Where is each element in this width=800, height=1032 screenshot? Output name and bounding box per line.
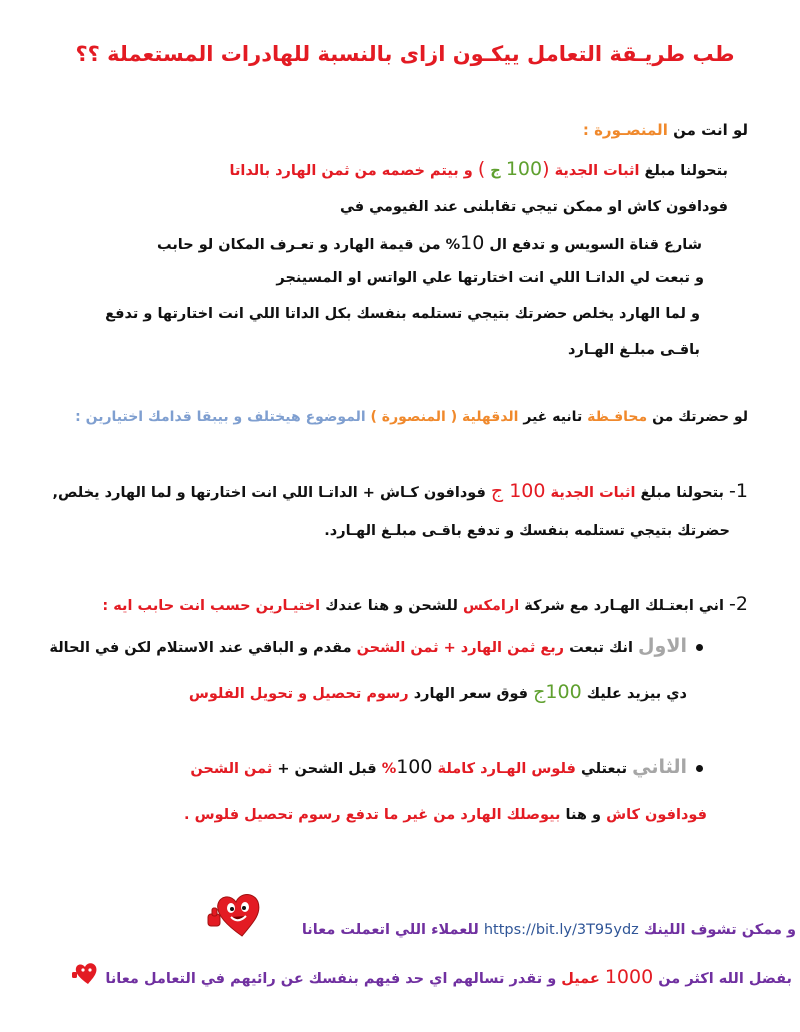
text-ask-them: و تقدر تسالهم اي حد فيهم بنفسك عن رائيهم في التعامل معانا — [105, 971, 557, 987]
customer-count: 1000 — [604, 966, 654, 988]
text-deposit: اثبات الجدية — [550, 485, 636, 501]
small-heart-icon — [70, 962, 100, 986]
amount-100: 100 — [545, 681, 582, 703]
mansoura-line-6: باقـى مبلـغ الهـارد — [568, 342, 700, 358]
option-1-line-2: حضرتك بتيجي تستلمه بنفسك و تدفع باقـى مبلـغ الهـارد. — [324, 523, 730, 539]
text-vodafone-cash: فودافون كاش — [606, 807, 707, 823]
currency: ج — [490, 163, 501, 179]
paren-open: ( — [542, 158, 550, 180]
text-dakahlia: الدقهلية ( المنصورة ) — [370, 409, 519, 425]
mansoura-line-2: فودافون كاش او ممكن تيجي تقابلنى عند الفيومي في — [339, 199, 728, 215]
text-governorate: محافـظة — [587, 409, 648, 425]
mansoura-line-1 — [230, 157, 729, 183]
text-adds: دي بيزيد عليك — [586, 686, 687, 702]
bullet — [696, 644, 703, 651]
percent-sign: % — [381, 761, 397, 777]
text-here: و هنا — [565, 807, 602, 823]
text-transfer: بتحولنا مبلغ — [644, 163, 728, 179]
text-over-price: فوق سعر الهارد — [413, 686, 529, 702]
paren-close: ) — [477, 158, 486, 180]
currency: ج — [533, 681, 546, 703]
bitly-link[interactable]: https://bit.ly/3T95ydz — [483, 922, 639, 938]
text-for-shipping: للشحن و هنا عندك — [325, 598, 458, 614]
text-fees: رسوم تحصيل و تحويل الفلوس — [188, 686, 409, 702]
page-title: طب طريـقة التعامل ييكـون ازاى بالنسبة للهادرات المستعملة ؟؟ — [75, 42, 735, 66]
mansoura-line-3 — [157, 231, 702, 257]
text-deposit: اثبات الجدية — [554, 163, 640, 179]
text-ship: اني ابعتـلك الهـارد مع شركة — [524, 598, 724, 614]
text-see-link: و ممكن تشوف اللينك — [643, 922, 796, 938]
mansoura-heading-text: لو انت من — [673, 121, 748, 139]
percent-100: 100 — [396, 756, 433, 778]
mansoura-heading — [583, 118, 748, 142]
text-vodafone: فودافون كـاش + الداتـا اللي انت اختارتها و لما الهارد يخلص, — [52, 485, 486, 501]
text-no-fees: بيوصلك الهارد من غير ما تدفع رسوم تحصيل فلوس . — [184, 807, 561, 823]
mansoura-city: المنصـورة : — [582, 121, 668, 139]
text-choices: اختيـارين حسب انت حابب ايه : — [102, 598, 321, 614]
option-number: 2- — [729, 593, 748, 615]
footer-line-2 — [105, 965, 792, 991]
bullet — [696, 765, 703, 772]
text-advance: مقدم و الباقي عند الاستلام لكن في الحالة — [49, 640, 352, 656]
text-aramex: ارامكس — [462, 598, 520, 614]
text-customers: للعملاء اللي اتعملت معانا — [301, 922, 479, 938]
text-other: تانيه غير — [523, 409, 583, 425]
amount-100: 100 ج — [490, 480, 546, 502]
text-full-price: فلوس الهـارد كاملة — [437, 761, 576, 777]
text-two-options: الموضوع هيختلف و بيبقا قدامك اختيارين : — [75, 409, 366, 425]
text-thanks: بفضل الله اكثر من — [658, 971, 792, 987]
choice-label-first: الاول — [638, 635, 687, 657]
amount-100: 100 — [505, 158, 543, 180]
first-line-1 — [49, 634, 687, 660]
footer-line-1 — [302, 918, 796, 942]
outside-line — [75, 405, 748, 429]
second-line-1 — [190, 755, 687, 781]
percent-10: 10 — [460, 232, 485, 254]
mansoura-line-5: و لما الهارد يخلص حضرتك بتيجي تستلمه بنفسك بكل الداتا اللي انت اختارتها و تدفع — [105, 306, 700, 322]
choice-label-second: الثاني — [632, 756, 687, 778]
text-street: شارع قناة السويس و تدفع ال — [489, 237, 702, 253]
text-deducted: و بيتم خصمه من ثمن الهارد بالداتا — [229, 163, 473, 179]
second-line-2 — [184, 803, 707, 827]
option-1-line-1 — [53, 479, 749, 505]
heart-thumbs-up-icon — [204, 890, 270, 940]
text-percent: % من قيمة الهارد و تعـرف المكان لو حابب — [156, 237, 461, 253]
first-line-2 — [189, 680, 687, 706]
text-shipping-price: ثمن الشحن — [190, 761, 273, 777]
text-customer: عميل — [561, 971, 600, 987]
option-2-line — [102, 592, 748, 618]
text-quarter-price: ربع ثمن الهارد + ثمن الشحن — [356, 640, 565, 656]
text-send: انك تبعت — [569, 640, 633, 656]
text-from: لو حضرتك من — [652, 409, 748, 425]
mansoura-line-4: و تبعت لي الداتـا اللي انت اختارتها علي الواتس او المسينجر — [276, 270, 704, 286]
text-before-shipping: قبل الشحن + — [277, 761, 377, 777]
text-send-me: تبعتلي — [580, 761, 628, 777]
option-number: 1- — [729, 480, 748, 502]
text-transfer: بتحولنا مبلغ — [640, 485, 724, 501]
